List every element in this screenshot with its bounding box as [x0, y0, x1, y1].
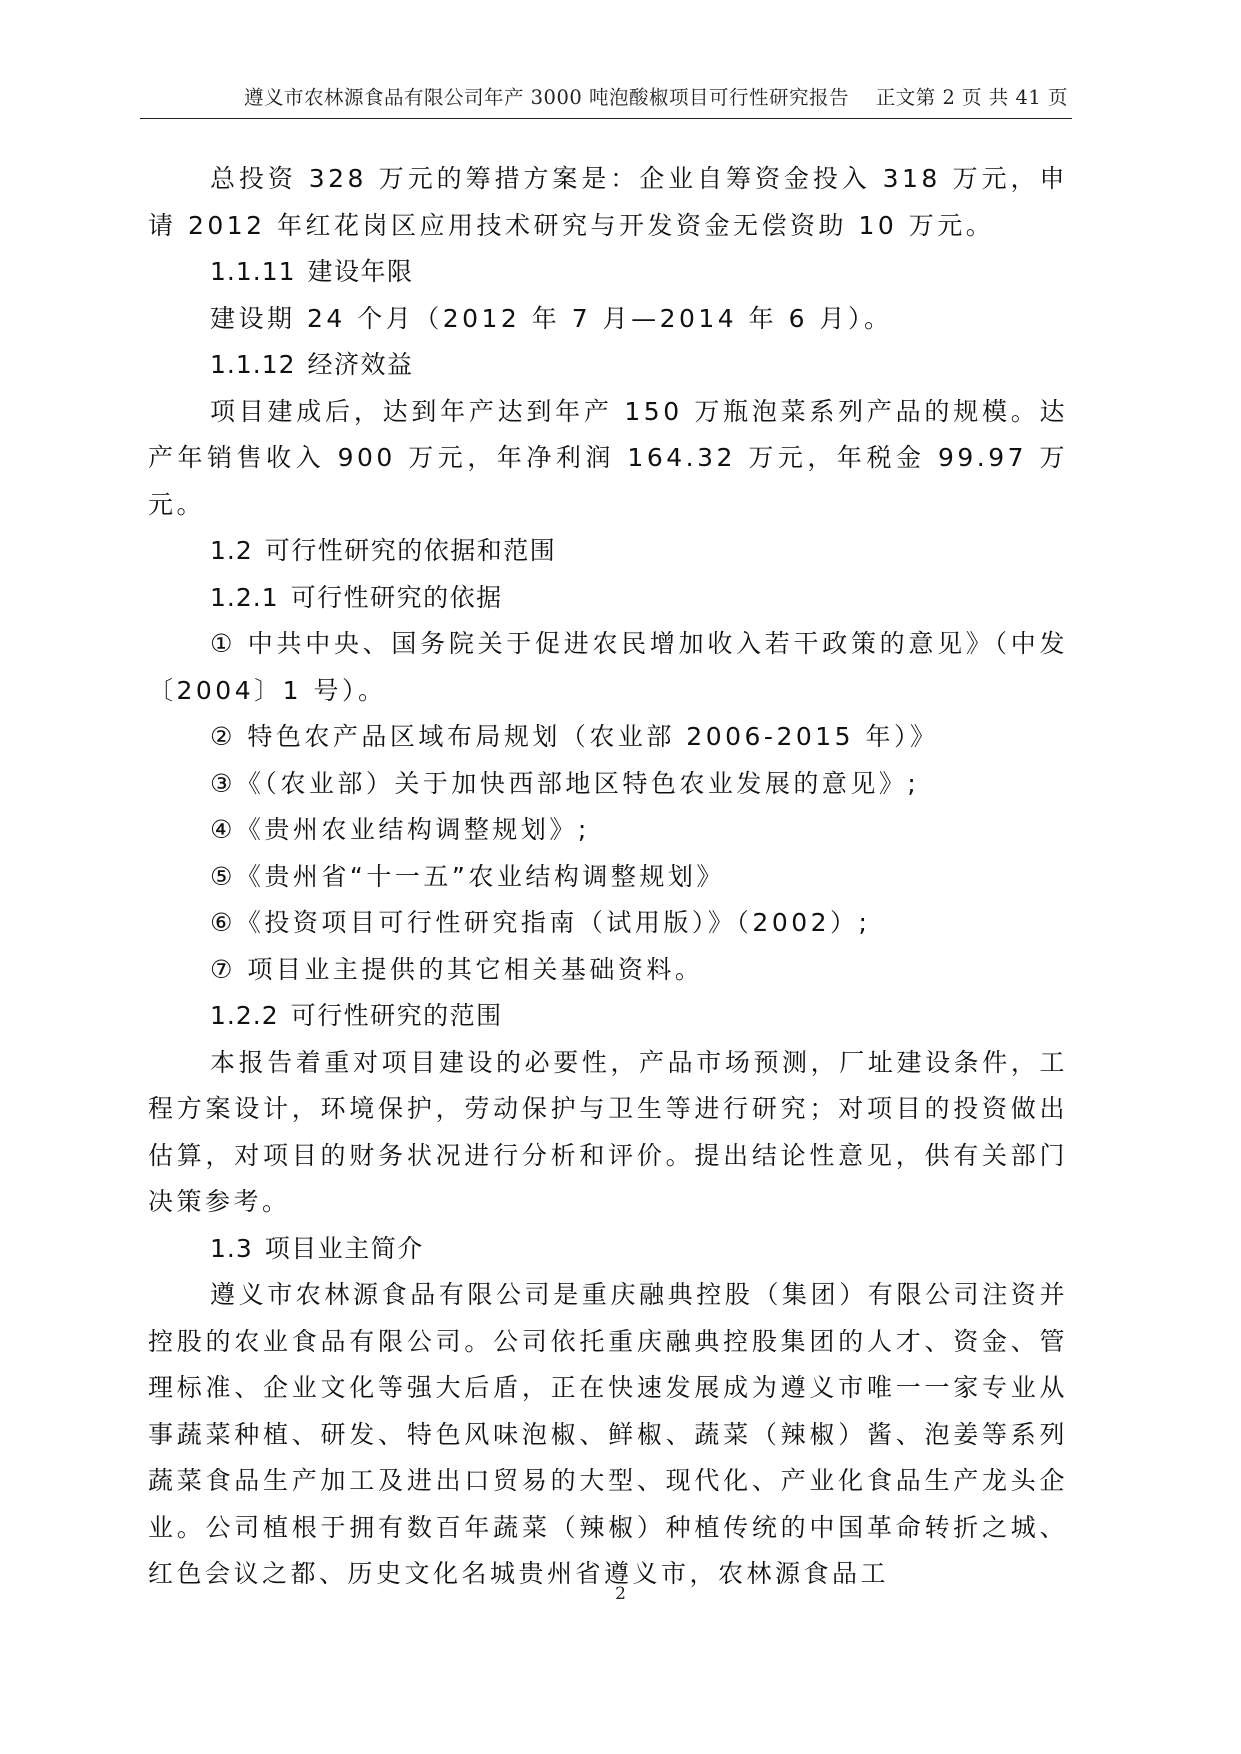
- section-number: 1.2.1: [210, 582, 279, 612]
- section-heading-1-3: [148, 1226, 1068, 1273]
- section-heading-1-1-11: [148, 249, 1068, 296]
- financing-paragraph: 总投资 328 万元的筹措方案是：企业自筹资金投入 318 万元，申请 2012 年红花岗区应用技术研究与开发资金无偿资助 10 万元。: [148, 164, 1068, 240]
- basis-item-6: ⑥《投资项目可行性研究指南（试用版）》（2002）;: [210, 908, 871, 937]
- section-title: 经济效益: [307, 350, 414, 379]
- section-heading-1-2: [148, 528, 1068, 575]
- basis-item-4: ④《贵州农业结构调整规划》;: [210, 815, 590, 844]
- section-title: 项目业主简介: [264, 1233, 424, 1263]
- section-heading-1-1-12: [148, 342, 1068, 389]
- header-page-info: 正文第 2 页 共 41 页: [875, 86, 1068, 109]
- basis-item-1: ① 中共中央、国务院关于促进农民增加收入若干政策的意见》（中发〔2004〕1 号）。: [148, 629, 1068, 705]
- header-title: 遵义市农林源食品有限公司年产 3000 吨泡酸椒项目可行性研究报告: [243, 86, 849, 109]
- page-number: 2: [615, 1584, 626, 1604]
- owner-profile-paragraph: 遵义市农林源食品有限公司是重庆融典控股（集团）有限公司注资并控股的农业食品有限公司。公司依托重庆融典控股集团的人才、资金、管理标准、企业文化等强大后盾，正在快速发展成为遵义市唯一一家专业从事蔬菜种植、研发、特色风味泡椒、鲜椒、蔬菜（辣椒）酱、泡姜等系列蔬菜食品生产加工及进出口贸易的大型、现代化、产业化食品生产龙头企业。公司植根于拥有数百年蔬菜（辣椒）种植传统的中国革命转折之城、红色会议之都、历史文化名城贵州省遵义市，农林源食品工: [148, 1280, 1068, 1588]
- section-title: 可行性研究的范围: [290, 1001, 503, 1030]
- section-number: 1.1.11: [210, 257, 296, 286]
- header-divider: [140, 118, 1072, 119]
- basis-item-7: ⑦ 项目业主提供的其它相关基础资料。: [210, 954, 704, 984]
- economic-benefit-paragraph: 项目建成后，达到年产达到年产 150 万瓶泡菜系列产品的规模。达产年销售收入 900 万元，年净利润 164.32 万元，年税金 99.97 万元。: [148, 396, 1068, 519]
- section-number: 1.2.2: [210, 1001, 279, 1030]
- section-title: 可行性研究的依据: [290, 582, 503, 612]
- header-spacer: [849, 86, 876, 109]
- basis-item-2: ② 特色农产品区域布局规划（农业部 2006-2015 年）》: [210, 722, 939, 751]
- document-body: [148, 156, 1068, 1598]
- section-number: 1.3: [210, 1233, 253, 1263]
- basis-item-3: ③《（农业部）关于加快西部地区特色农业发展的意见》;: [210, 768, 920, 798]
- section-heading-1-2-2: [148, 993, 1068, 1040]
- section-heading-1-2-1: [148, 575, 1068, 622]
- construction-period-paragraph: 建设期 24 个月（2012 年 7 月—2014 年 6 月）。: [210, 303, 893, 333]
- running-header: [148, 82, 1068, 110]
- scope-paragraph: 本报告着重对项目建设的必要性，产品市场预测，厂址建设条件，工程方案设计，环境保护，劳动保护与卫生等进行研究；对项目的投资做出估算，对项目的财务状况进行分析和评价。提出结论性意见，供有关部门决策参考。: [148, 1047, 1068, 1216]
- section-number: 1.2: [210, 536, 253, 565]
- section-title: 可行性研究的依据和范围: [264, 536, 557, 565]
- section-title: 建设年限: [307, 257, 414, 286]
- basis-item-5: ⑤《贵州省“十一五”农业结构调整规划》: [210, 861, 725, 891]
- section-number: 1.1.12: [210, 350, 296, 379]
